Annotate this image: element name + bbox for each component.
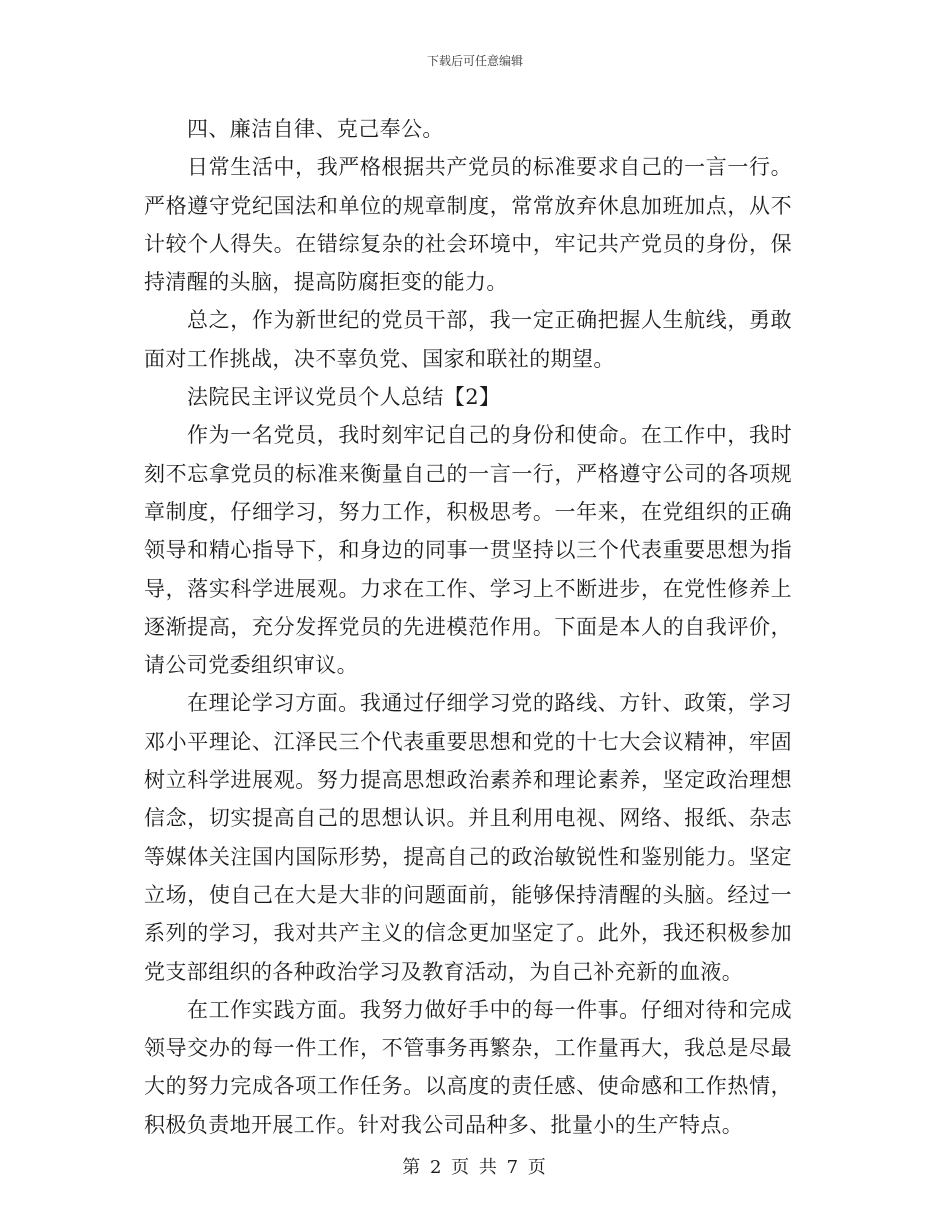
- document-body: [144, 110, 792, 1144]
- paragraph-work-practice: 在工作实践方面。我努力做好手中的每一件事。仔细对待和完成领导交办的每一件工作，不管事务再繁杂，工作量再大，我总是尽最大的努力完成各项工作任务。以高度的责任感、使命感和工作热情，积极负责地开展工作。针对我公司品种多、批量小的生产特点。: [144, 997, 792, 1137]
- page-footer: 第 2 页 共 7 页: [402, 1157, 548, 1178]
- paragraph-party-member: 作为一名党员，我时刻牢记自己的身份和使命。在工作中，我时刻不忘拿党员的标准来衡量自己的一言一行，严格遵守公司的各项规章制度，仔细学习，努力工作，积极思考。一年来，在党组织的正确领导和精心指导下，和身边的同事一贯坚持以三个代表重要思想为指导，落实科学进展观。力求在工作、学习上不断进步，在党性修养上逐渐提高，充分发挥党员的先进模范作用。下面是本人的自我评价，请公司党委组织审议。: [144, 423, 792, 678]
- page-header: 下载后可任意编辑: [426, 54, 523, 68]
- section-heading-integrity: 四、廉洁自律、克己奉公。: [187, 117, 444, 141]
- paragraph-theory-study: 在理论学习方面。我通过仔细学习党的路线、方针、政策，学习邓小平理论、江泽民三个代表重要思想和党的十七大会议精神，牢固树立科学进展观。努力提高思想政治素养和理论素养，坚定政治理想信念，切实提高自己的思想认识。并且利用电视、网络、报纸、杂志等媒体关注国内国际形势，提高自己的政治敏锐性和鉴别能力。坚定立场，使自己在大是大非的问题面前，能够保持清醒的头脑。经过一系列的学习，我对共产主义的信念更加坚定了。此外，我还积极参加党支部组织的各种政治学习及教育活动，为自己补充新的血液。: [144, 691, 792, 984]
- paragraph-daily-life: 日常生活中，我严格根据共产党员的标准要求自己的一言一行。严格遵守党纪国法和单位的规章制度，常常放弃休息加班加点，从不计较个人得失。在错综复杂的社会环境中，牢记共产党员的身份，保持清醒的头脑，提高防腐拒变的能力。: [144, 155, 792, 295]
- section-title-summary-2: 法院民主评议党员个人总结【2】: [187, 385, 501, 410]
- paragraph-conclusion: 总之，作为新世纪的党员干部，我一定正确把握人生航线，勇敢面对工作挑战，决不辜负党、国家和联社的期望。: [144, 308, 792, 371]
